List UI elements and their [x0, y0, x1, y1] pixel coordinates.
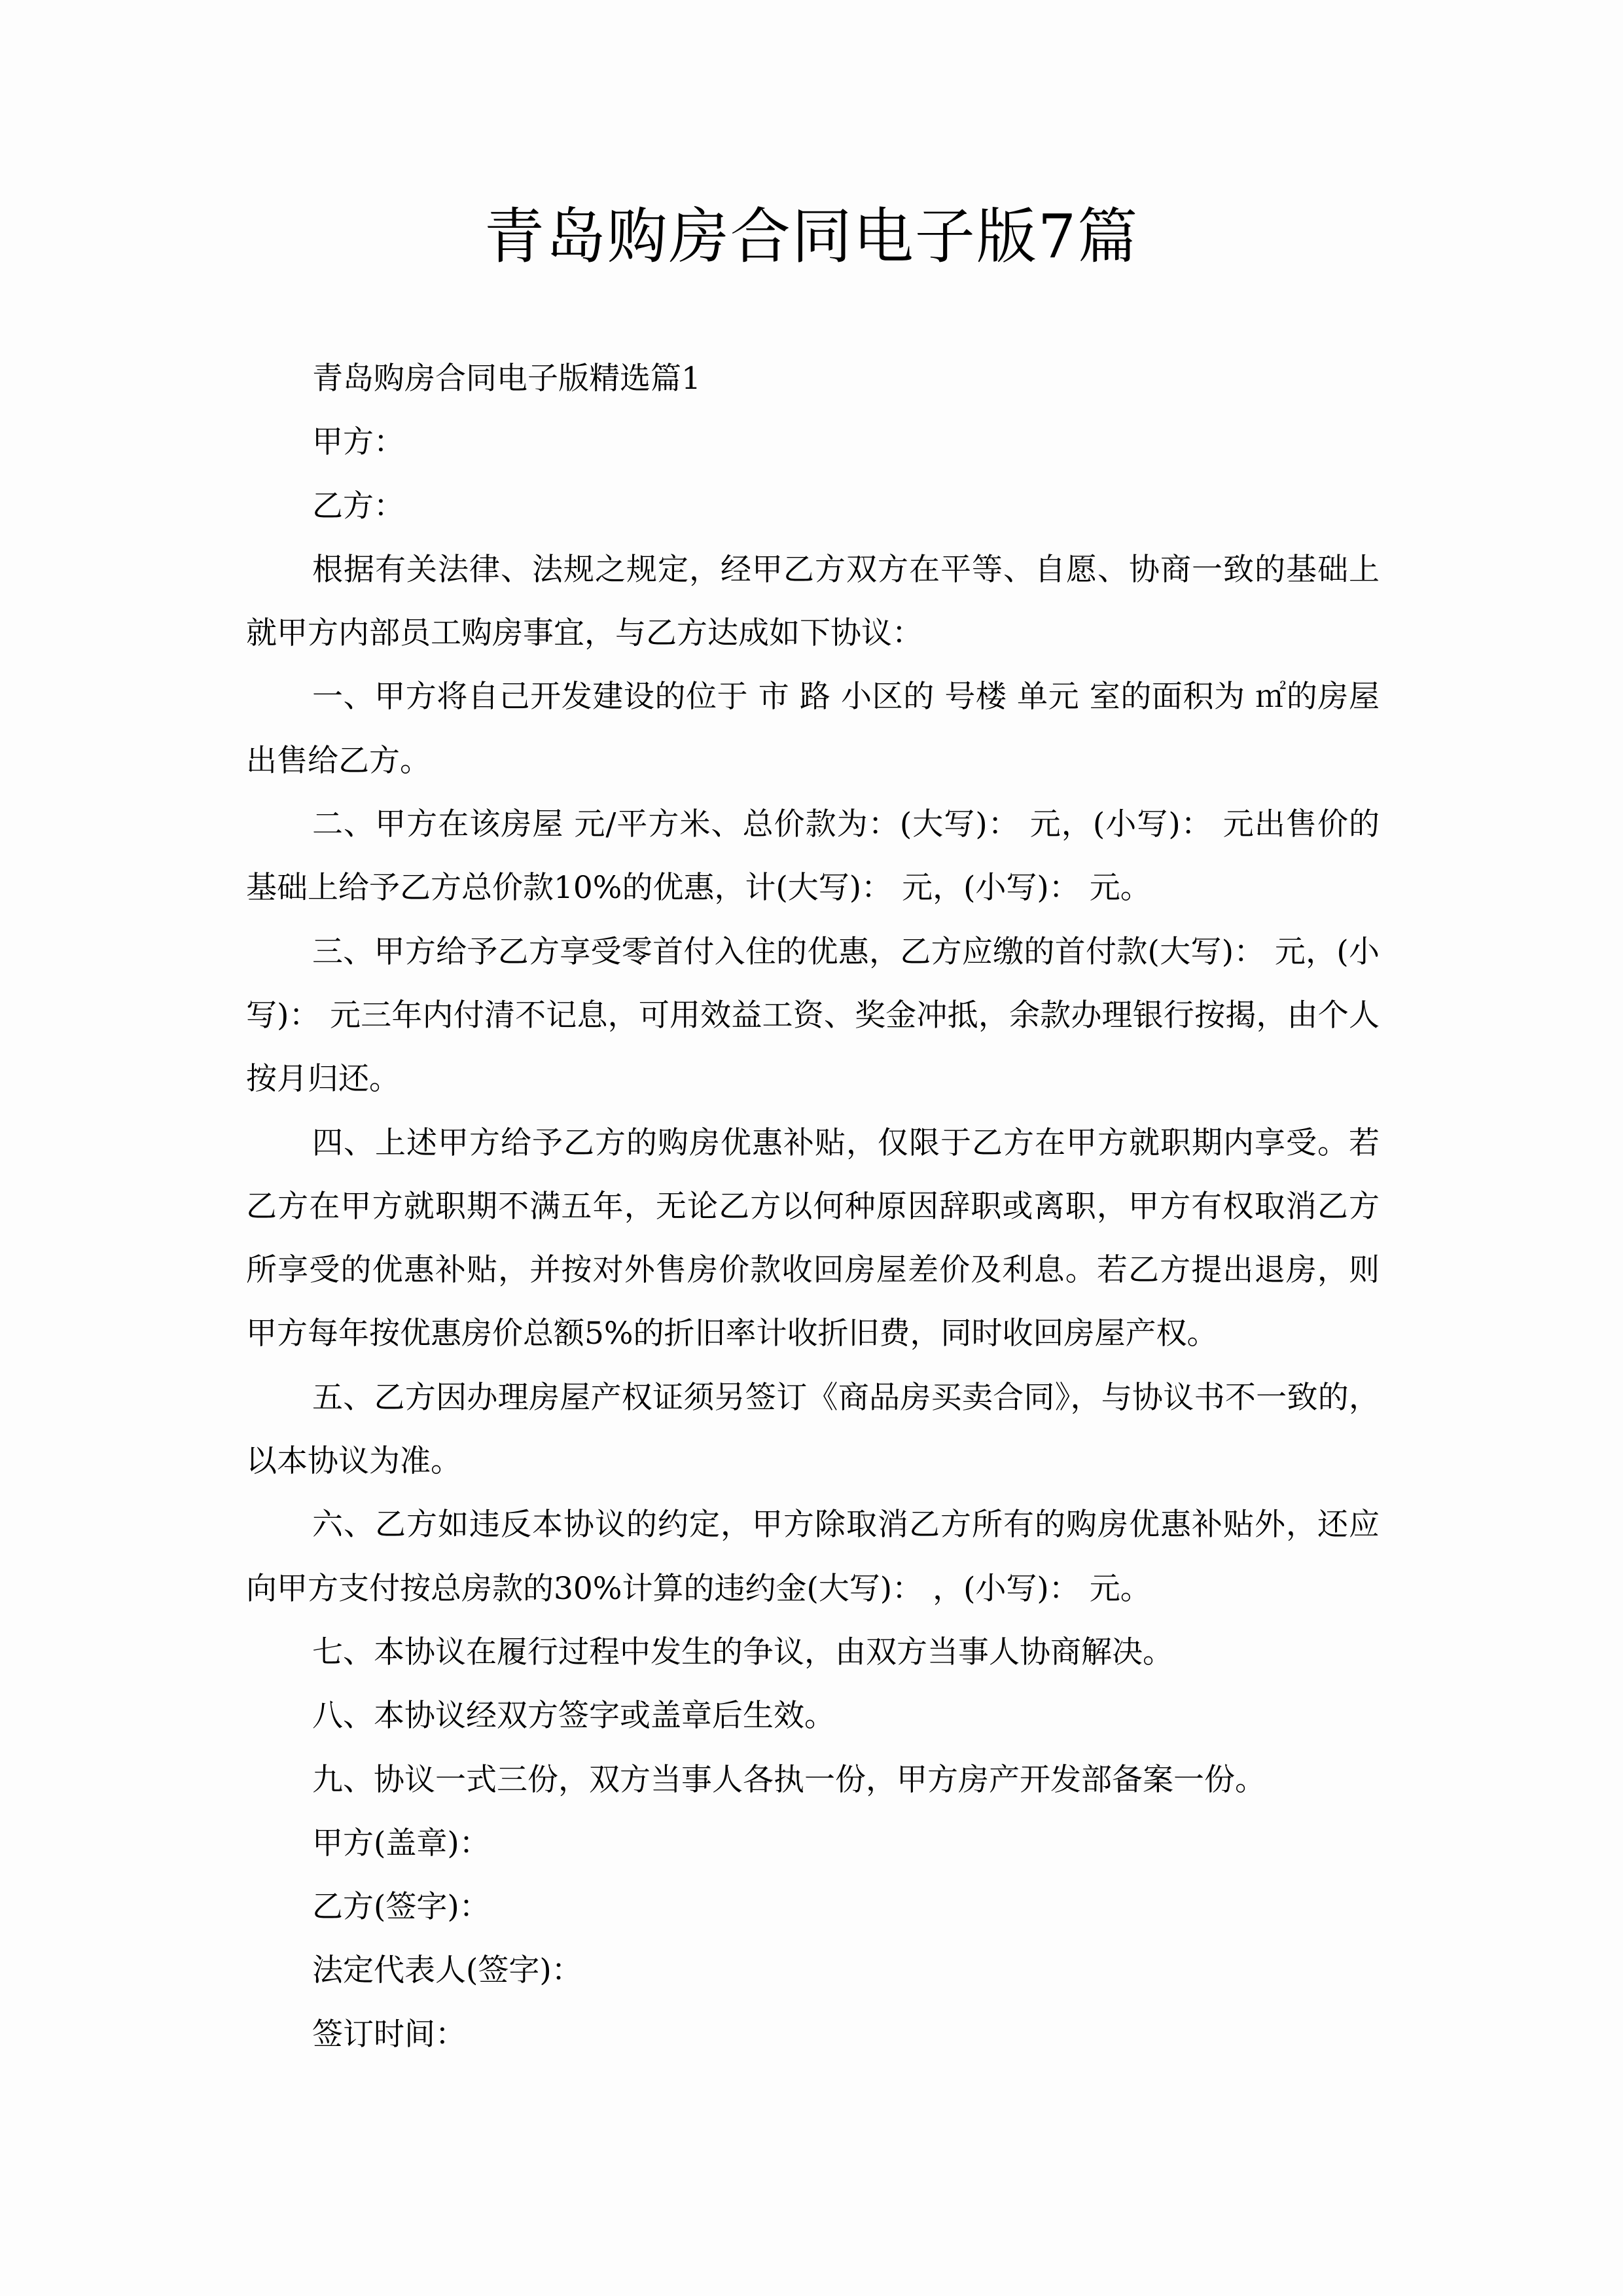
clause-5: 五、乙方因办理房屋产权证须另签订《商品房买卖合同》，与协议书不一致的，以本协议为准。	[246, 1379, 1380, 1480]
section-heading: 青岛购房合同电子版精选篇1	[312, 361, 701, 397]
signature-party-b: 乙方(签字)：	[312, 1889, 490, 1926]
clause-2: 二、甲方在该房屋 元/平方米、总价款为：(大写)： 元，(小写)： 元出售价的基础上给予乙方总价款10%的优惠，计(大写)： 元，(小写)： 元。	[246, 806, 1380, 906]
clause-7: 七、本协议在履行过程中发生的争议，由双方当事人协商解决。	[312, 1634, 1173, 1670]
party-b-line: 乙方：	[312, 488, 404, 524]
document-body	[246, 347, 1380, 2066]
signature-party-a-seal: 甲方(盖章)：	[312, 1825, 490, 1861]
preamble-paragraph: 根据有关法律、法规之规定，经甲乙方双方在平等、自愿、协商一致的基础上就甲方内部员工购房事宜，与乙方达成如下协议：	[246, 551, 1380, 652]
signature-legal-representative: 法定代表人(签字)：	[312, 1952, 582, 1989]
clause-9: 九、协议一式三份，双方当事人各执一份，甲方房产开发部备案一份。	[312, 1761, 1266, 1798]
clause-3: 三、甲方给予乙方享受零首付入住的优惠，乙方应缴的首付款(大写)： 元，(小写)： 元三年内付清不记息，可用效益工资、奖金冲抵，余款办理银行按揭，由个人按月归还。	[246, 933, 1380, 1098]
document-title: 青岛购房合同电子版7篇	[484, 202, 1139, 272]
signing-date: 签订时间：	[312, 2016, 466, 2053]
clause-8: 八、本协议经双方签字或盖章后生效。	[312, 1698, 835, 1734]
clause-6: 六、乙方如违反本协议的约定，甲方除取消乙方所有的购房优惠补贴外，还应向甲方支付按总房款的30%计算的违约金(大写)： ，(小写)： 元。	[246, 1507, 1380, 1607]
clause-1: 一、甲方将自己开发建设的位于 市 路 小区的 号楼 单元 室的面积为 ㎡的房屋出售给乙方。	[246, 679, 1380, 779]
party-a-line: 甲方：	[312, 424, 404, 461]
clause-4: 四、上述甲方给予乙方的购房优惠补贴，仅限于乙方在甲方就职期内享受。若乙方在甲方就职期不满五年，无论乙方以何种原因辞职或离职，甲方有权取消乙方所享受的优惠补贴，并按对外售房价款收回房屋差价及利息。若乙方提出退房，则甲方每年按优惠房价总额5%的折旧率计收折旧费，同时收回房屋产权。	[246, 1124, 1380, 1352]
